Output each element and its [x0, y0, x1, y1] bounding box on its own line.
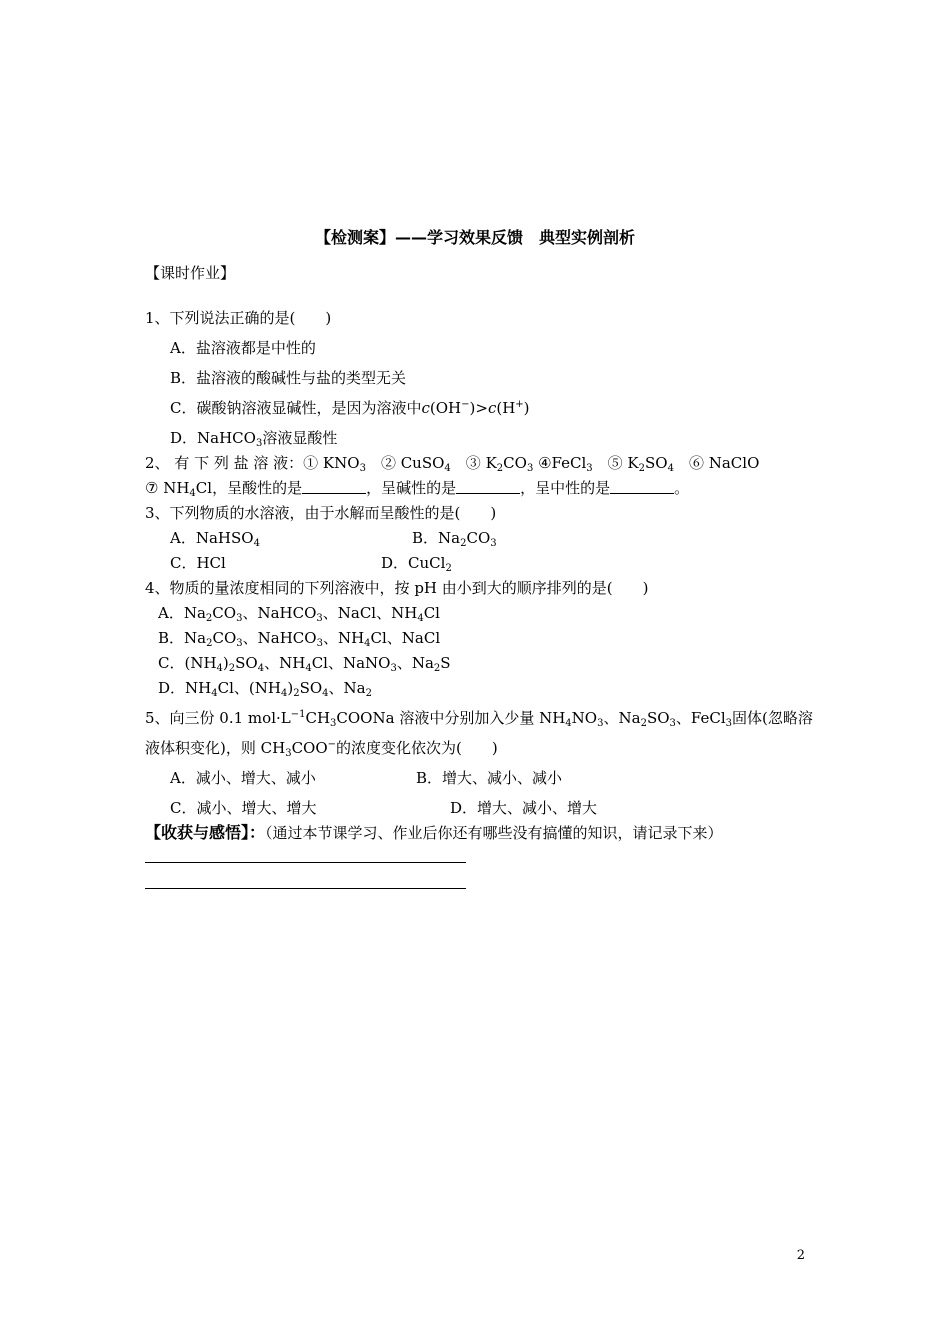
question-5-line-1: 5、向三份 0.1 $mol\cdot L^{-1}CH_3COONa$ 溶液中分别加入少量 $NH_4NO_3$、$Na_2SO_3$、FeCl$_3$固体(忽略溶	[145, 709, 813, 729]
question-5-option-a: A．减小、增大、减小	[170, 769, 316, 787]
question-5-option-b: B．增大、减小、减小	[416, 769, 563, 787]
homework-heading: 【课时作业】	[145, 264, 236, 282]
question-2-line-1: 2、 有 下 列 盐 溶 液：① $KNO_3$ ② CuSO$_4$ ③ $K_2CO_3$ ④FeCl$_3$ ⑤ $K_2SO_4$ ⑥ NaClO	[145, 454, 760, 474]
answer-blank-basic[interactable]	[456, 479, 520, 494]
question-4-option-a: A．$Na_2CO_3$、NaHCO$_3$、NaCl、$NH_4Cl$	[158, 604, 440, 624]
answer-blank-acidic[interactable]	[302, 479, 366, 494]
writing-line-1[interactable]	[145, 862, 466, 863]
answer-blank-neutral[interactable]	[610, 479, 674, 494]
question-3-option-d: D．CuCl$_2$	[381, 554, 452, 574]
question-4-option-b: B．$Na_2CO_3$、NaHCO$_3$、$NH_4Cl$、NaCl	[158, 629, 441, 649]
question-5-option-d: D．增大、减小、增大	[450, 799, 598, 817]
question-1-option-a: A．盐溶液都是中性的	[170, 339, 316, 357]
question-2-line-2: ⑦ $NH_4Cl$，呈酸性的是 ，呈碱性的是 ，呈中性的是 。	[145, 479, 690, 499]
question-3-option-a: A．NaHSO$_4$	[170, 529, 260, 549]
question-3-option-b: B．$Na_2CO_3$	[412, 529, 497, 549]
question-3-stem: 3、下列物质的水溶液，由于水解而呈酸性的是( )	[145, 504, 497, 522]
question-4-option-c: C．$(NH_4)_2SO_4$、$NH_4Cl$、NaNO$_3$、$Na_2S$	[158, 654, 451, 674]
question-4-option-d: D．$NH_4Cl$、$(NH_4)_2SO_4$、$Na_2$	[158, 679, 372, 699]
reflection-heading: 【收获与感悟】：	[145, 823, 266, 842]
question-1-stem: 1、下列说法正确的是( )	[145, 309, 332, 327]
question-3-option-c: C．HCl	[170, 554, 226, 572]
reflection-note: （通过本节课学习、作业后你还有哪些没有搞懂的知识，请记录下来）	[265, 824, 723, 842]
question-4-stem: 4、物质的量浓度相同的下列溶液中，按 pH 由小到大的顺序排列的是( )	[145, 579, 649, 597]
question-5-option-c: C．减小、增大、增大	[170, 799, 317, 817]
question-1-option-d: D．NaHCO$_3$溶液显酸性	[170, 429, 338, 449]
page-number: 2	[796, 1248, 805, 1263]
writing-line-2[interactable]	[145, 888, 466, 889]
reflection-section	[145, 823, 723, 843]
question-1-option-b: B．盐溶液的酸碱性与盐的类型无关	[170, 369, 407, 387]
question-1-option-c: C．碳酸钠溶液显碱性，是因为溶液中c(OH−)>c(H+)	[170, 399, 530, 417]
question-5-line-2: 液体积变化)，则 $CH_3COO^-$的浓度变化依次为( )	[145, 739, 498, 759]
page-title: 【检测案】——学习效果反馈 典型实例剖析	[314, 228, 635, 247]
